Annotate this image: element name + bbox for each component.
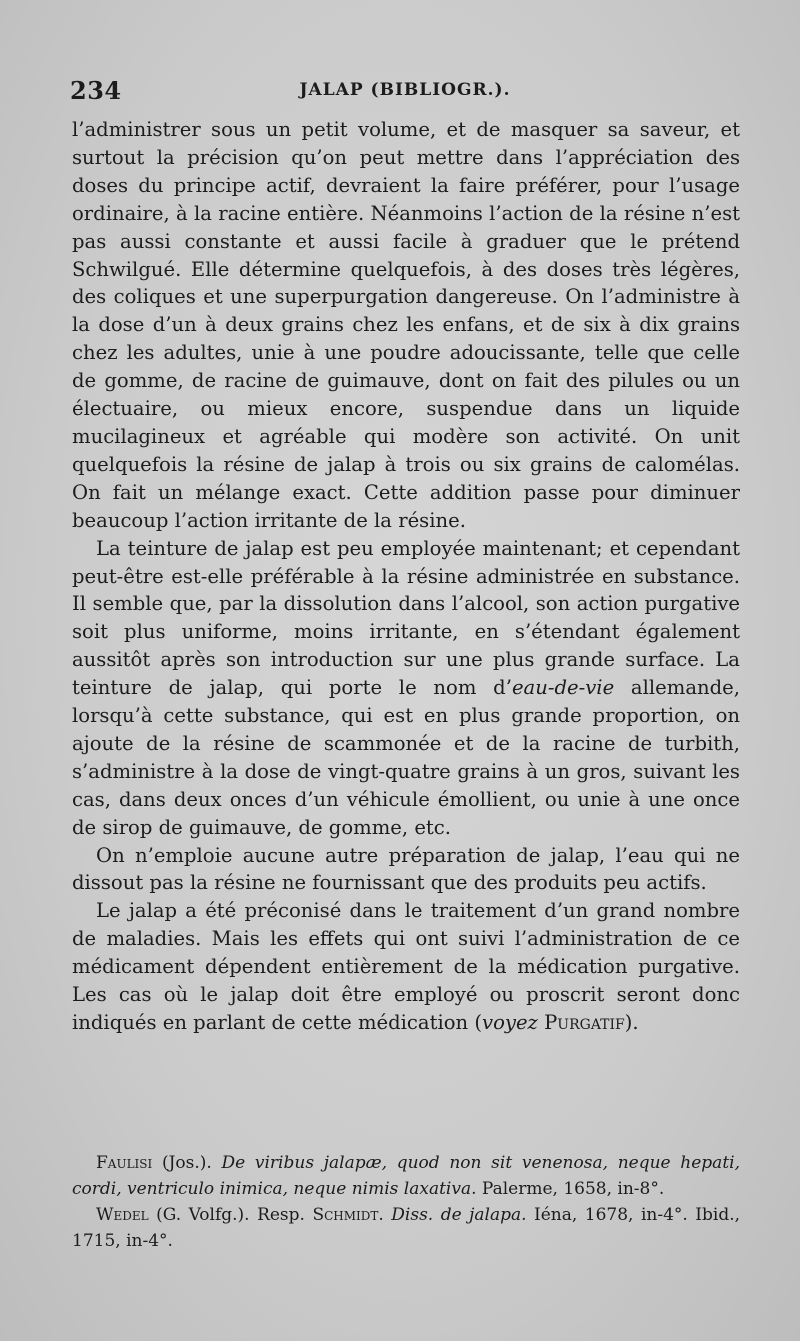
reference-1 [72, 1150, 740, 1202]
paragraph-3: On n’emploie aucune autre préparation de jalap, l’eau qui ne dissout pas la résine ne fournissant que des produits peu actifs. [72, 843, 740, 895]
reference-1-given: (Jos.). [152, 1153, 222, 1173]
paragraph-2 [72, 535, 740, 842]
paragraph-1: l’administrer sous un petit volume, et de masquer sa saveur, et surtout la précision qu’on peut mettre dans l’appréciation des doses du principe actif, devraient la faire préférer, pour l’usage ordinaire, à la racine entière. Néanmoins l’action de la résine n’est pas aussi constante et aussi facile à graduer que le prétend Schwilgué. Elle détermine quelquefois, à des doses très légères, des coliques et une superpurgation dangereuse. On l’administre à la dose d’un à deux grains chez les enfans, et de six à dix grains chez les adultes, unie à une poudre adoucissante, telle que celle de gomme, de racine de guimauve, dont on fait des pilules ou un électuaire, ou mieux encore, suspendue dans un liquide mucilagineux et agréable qui modère son activité. On unit quelquefois la résine de jalap à trois ou six grains de calomélas. On fait un mélange exact. Cette addition passe pour diminuer beaucoup l’action irritante de la résine. [72, 118, 740, 532]
paragraph-4-italic: voyez [482, 1011, 538, 1034]
reference-2-title: Diss. de jalapa. [391, 1205, 527, 1225]
reference-2-given: (G. Volfg.). Resp. [148, 1205, 313, 1225]
reference-1-publication: Palerme, 1658, in-8°. [476, 1179, 665, 1199]
paragraph-4-text-a: Le jalap a été préconisé dans le traitement d’un grand nombre de maladies. Mais les effets qui ont suivi l’administration de ce médicament dépendent entièrement de la médication purgative. Les cas où le jalap doit être employé ou proscrit seront donc indiqués en parlant de cette médication ( [72, 899, 740, 1034]
paragraph-2-text-a: La teinture de jalap est peu employée maintenant; et cependant peut-être est-elle préférable à la résine administrée en substance. Il semble que, par la dissolution dans l’alcool, son action purgative soit plus uniforme, moins irritante, en s’étendant également aussitôt après son introduction sur une plus grande surface. La teinture de jalap, qui porte le nom d’ [72, 536, 740, 700]
reference-2-publication: Iéna, 1678, in-4°. Ibid., 1715, in-4°. [72, 1205, 741, 1251]
paragraph-4-text-b: ). [624, 1011, 639, 1034]
page-header [70, 76, 740, 110]
running-head: JALAP (BIBLIOGR.). [299, 80, 511, 100]
reference-2-respondent: Schmidt [312, 1205, 379, 1225]
reference-1-author: Faulisi [96, 1153, 153, 1173]
reference-2-mid: . [378, 1205, 392, 1225]
body-text [72, 116, 740, 1037]
page-number: 234 [70, 76, 122, 105]
bibliography [72, 1150, 740, 1254]
reference-2-author: Wedel [96, 1205, 149, 1225]
reference-1-title: De viribus jalapæ, quod non sit venenosa, neque hepati, cordi, ventriculo inimica, neque nimis laxativa. [72, 1153, 740, 1199]
paragraph-2-text-b: allemande, lorsqu’à cette substance, qui est en plus grande proportion, on ajoute de la résine de scammonée et de la racine de turbith, s’administre à la dose de vingt-quatre grains à un gros, suivant les cas, dans deux onces d’un véhicule émollient, ou unie à une once de sirop de guimauve, de gomme, etc. [72, 676, 740, 839]
paragraph-4 [72, 897, 740, 1037]
reference-2 [72, 1202, 740, 1254]
paragraph-2-italic: eau-de-vie [511, 676, 615, 700]
cross-reference: Purgatif [544, 1011, 625, 1034]
